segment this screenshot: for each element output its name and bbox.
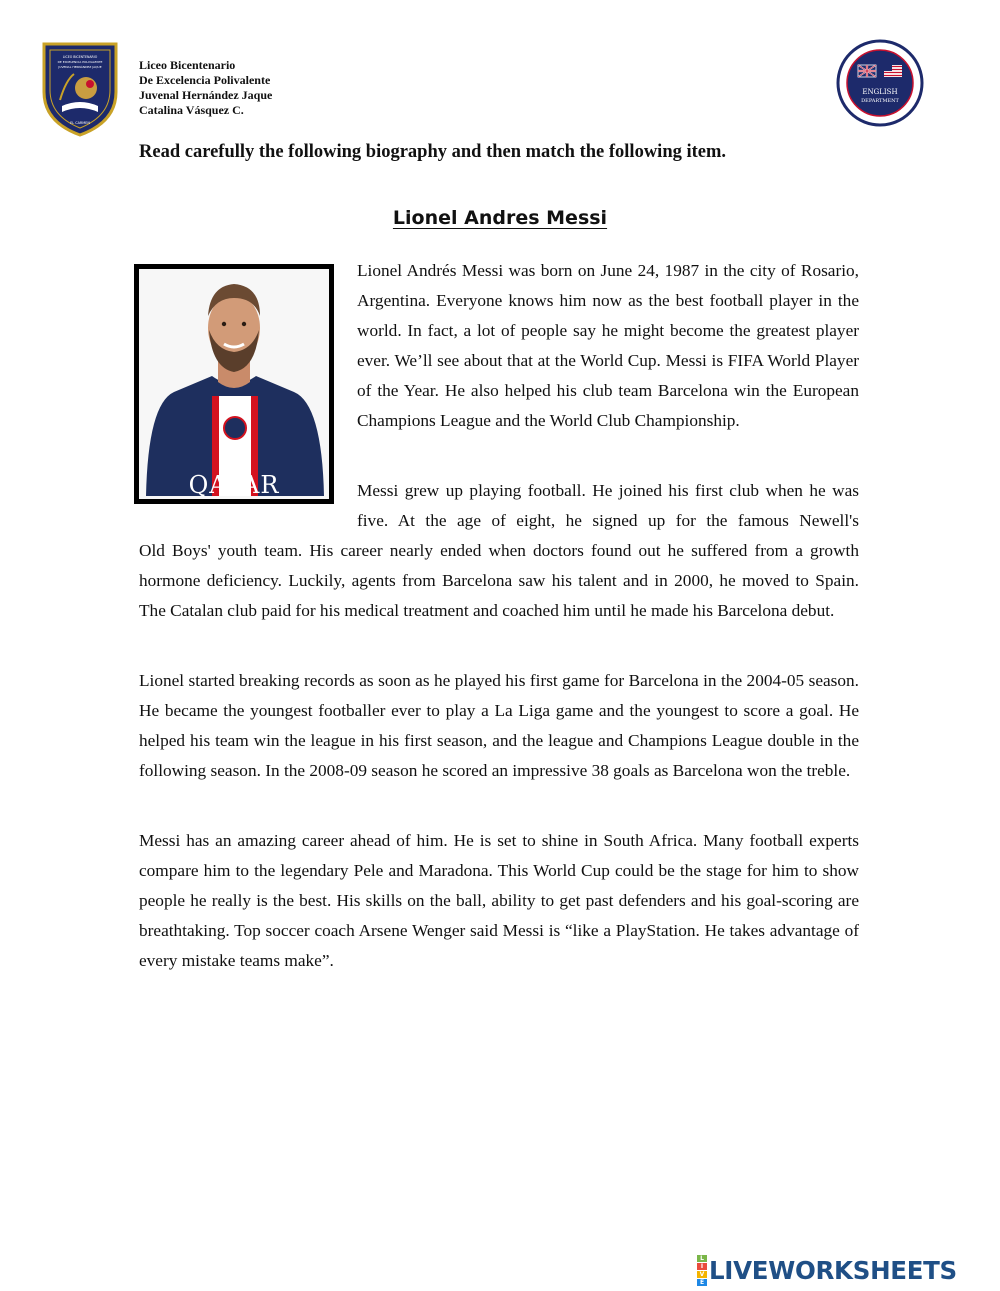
brand-mark-i: I	[697, 1263, 707, 1270]
paragraph-3: Lionel started breaking records as soon as he played his first game for Barcelona in the 2004-05 season. He became the youngest footballer ever to play a La Liga game and the youngest to score a goal. He helped his team win the league in his first season, and the league and Champions League double in the following season. In the 2008-09 season he scored an impressive 38 goals as Barcelona won the treble.	[139, 671, 859, 780]
english-department-seal	[836, 39, 924, 127]
school-line-3: Juvenal Hernández Jaque	[139, 88, 273, 102]
crest-text-line-4: EL CARMEN	[70, 121, 90, 125]
liveworksheets-logo	[697, 1255, 957, 1285]
paragraph-4: Messi has an amazing career ahead of him. He is set to shine in South Africa. Many football experts compare him to the legendary Pele and Maradona. This World Cup could be the stage for him to show people he really is the best. His skills on the ball, ability to get past defenders and his goal-scoring are breathtaking. Top soccer coach Arsene Wenger said Messi is “like a PlayStation. He takes advantage of every mistake teams make”.	[139, 831, 859, 970]
brand-mark-icon	[697, 1255, 707, 1286]
brand-mark-l: L	[697, 1255, 707, 1262]
school-crest-logo	[40, 40, 120, 138]
brand-mark-e: E	[697, 1279, 707, 1286]
school-line-4: Catalina Vásquez C.	[139, 103, 244, 117]
crest-text-line-3: JUVENAL HERNÁNDEZ JAQUE	[58, 65, 102, 69]
instructions: Read carefully the following biography and then match the following item.	[139, 142, 727, 162]
messi-photo	[134, 264, 334, 504]
page-title: Lionel Andres Messi	[392, 207, 608, 229]
paragraph-1: Lionel Andrés Messi was born on June 24, 1987 in the city of Rosario, Argentina. Everyone knows him now as the best football player in the world. In fact, a lot of people say he might become the greatest player ever. We’ll see about that at the World Cup. Messi is FIFA World Player of the Year. He also helped his club team Barcelona win the European Champions League and the World Club Championship.	[357, 261, 859, 430]
crest-text-line-1: LICEO BICENTENARIO	[62, 55, 98, 59]
school-info	[139, 58, 272, 118]
paragraph-2-start: Messi grew up playing football. He joined his first club when he was five. At the age of eight, he signed up for the famous Newell's	[357, 481, 859, 530]
brand-mark-v: V	[697, 1271, 707, 1278]
seal-text-line-2: DEPARTMENT	[861, 98, 899, 104]
crest-text-line-2: DE EXCELENCIA POLIVALENTE	[57, 60, 103, 64]
brand-text: LIVEWORKSHEETS	[709, 1255, 957, 1285]
jersey-sponsor-text: QATAR	[188, 471, 280, 499]
seal-text-line-1: ENGLISH	[862, 88, 898, 96]
paragraph-2-end: Old Boys' youth team. His career nearly ended when doctors found out he suffered from a growth hormone deficiency. Luckily, agents from Barcelona saw his talent and in 2000, he moved to Spain. The Catalan club paid for his medical treatment and coached him until he made his Barcelona debut.	[139, 541, 859, 620]
school-line-2: De Excelencia Polivalente	[139, 73, 271, 87]
school-line-1: Liceo Bicentenario	[139, 58, 236, 72]
